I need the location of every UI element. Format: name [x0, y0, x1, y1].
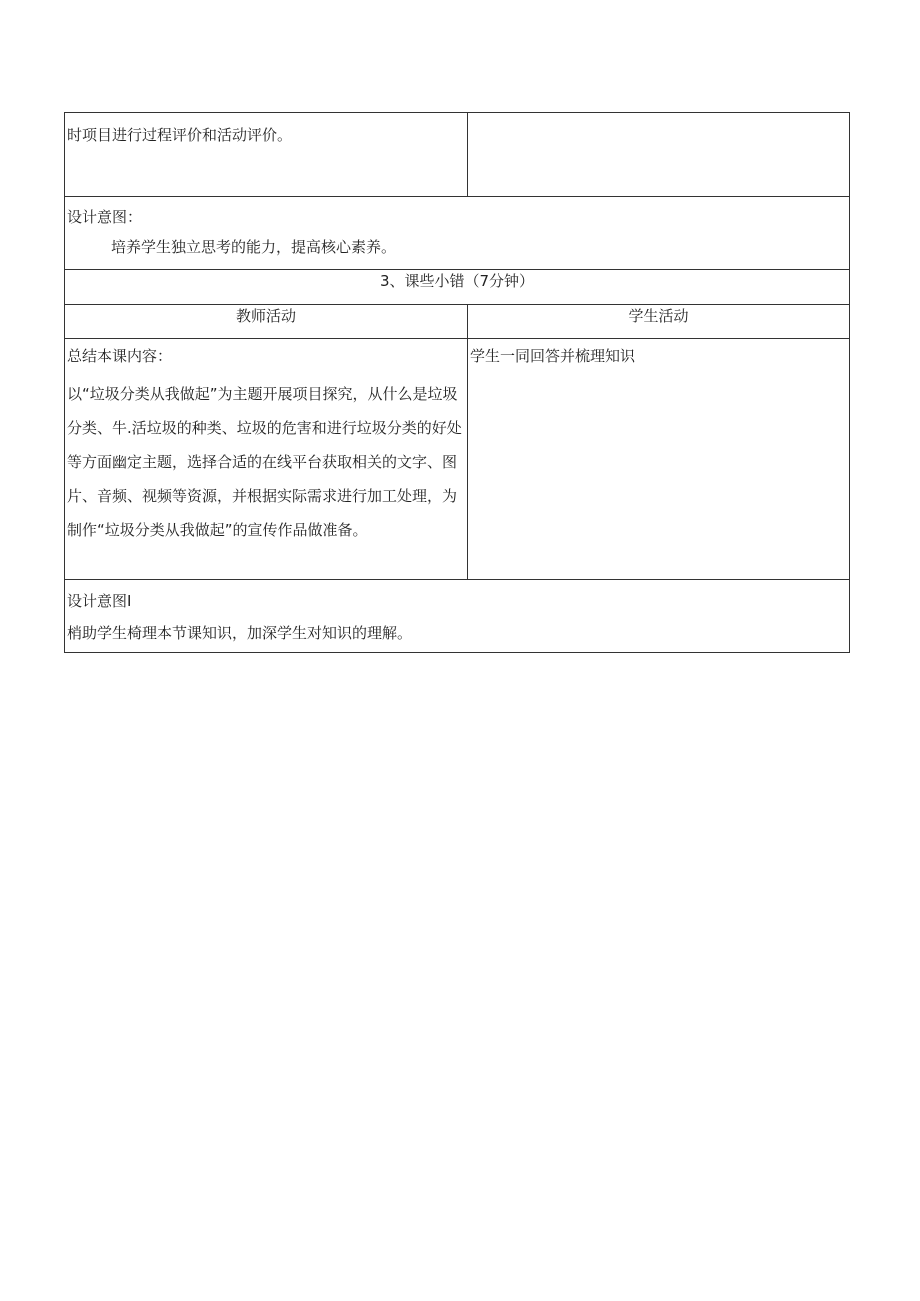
teacher-activity-cell: [65, 339, 468, 580]
lesson-plan-table: [64, 112, 850, 653]
section-title-row: [65, 270, 850, 305]
teacher-summary-label: 总结本课内容：: [67, 347, 173, 365]
design-intent-text-1: 培养学生独立思考的能力，提高核心素养。: [111, 238, 397, 256]
design-intent-row-1: [65, 197, 850, 270]
design-intent-row-2: [65, 580, 850, 653]
student-activity-header: 学生活动: [468, 305, 850, 339]
student-activity-text: 学生一同回答并梳理知识: [470, 347, 636, 365]
student-activity-cell: [468, 339, 850, 580]
activity-header-row: [65, 305, 850, 339]
evaluation-row: [65, 113, 850, 197]
design-intent-label-1: 设计意图：: [67, 208, 143, 226]
design-intent-label-2: 设计意图I: [67, 592, 132, 610]
design-intent-text-2: 梢助学生椅理本节课知识，加深学生对知识的理解。: [67, 624, 413, 642]
teacher-activity-header: 教师活动: [65, 305, 468, 339]
activity-content-row: [65, 339, 850, 580]
evaluation-left-cell: [65, 113, 468, 197]
design-intent-cell-1: [65, 197, 850, 270]
lesson-plan-page: [64, 112, 849, 653]
evaluation-right-cell: [468, 113, 850, 197]
teacher-activity-paragraph: 以“垃圾分类从我做起”为主题开展项目探究，从什么是垃圾分类、牛.活垃圾的种类、垃圾的危害和进行垃圾分类的好处等方面幽定主题，选择合适的在线平台获取相关的文字、图片、音频、视频等资源，并根据实际需求进行加工处理，为制作“垃圾分类从我做起”的宣传作品做准备。: [67, 385, 462, 539]
section-title: 3、课些小错（7分钟）: [65, 270, 850, 305]
design-intent-cell-2: [65, 580, 850, 653]
evaluation-text: 时项目进行过程评价和活动评价。: [67, 126, 293, 144]
